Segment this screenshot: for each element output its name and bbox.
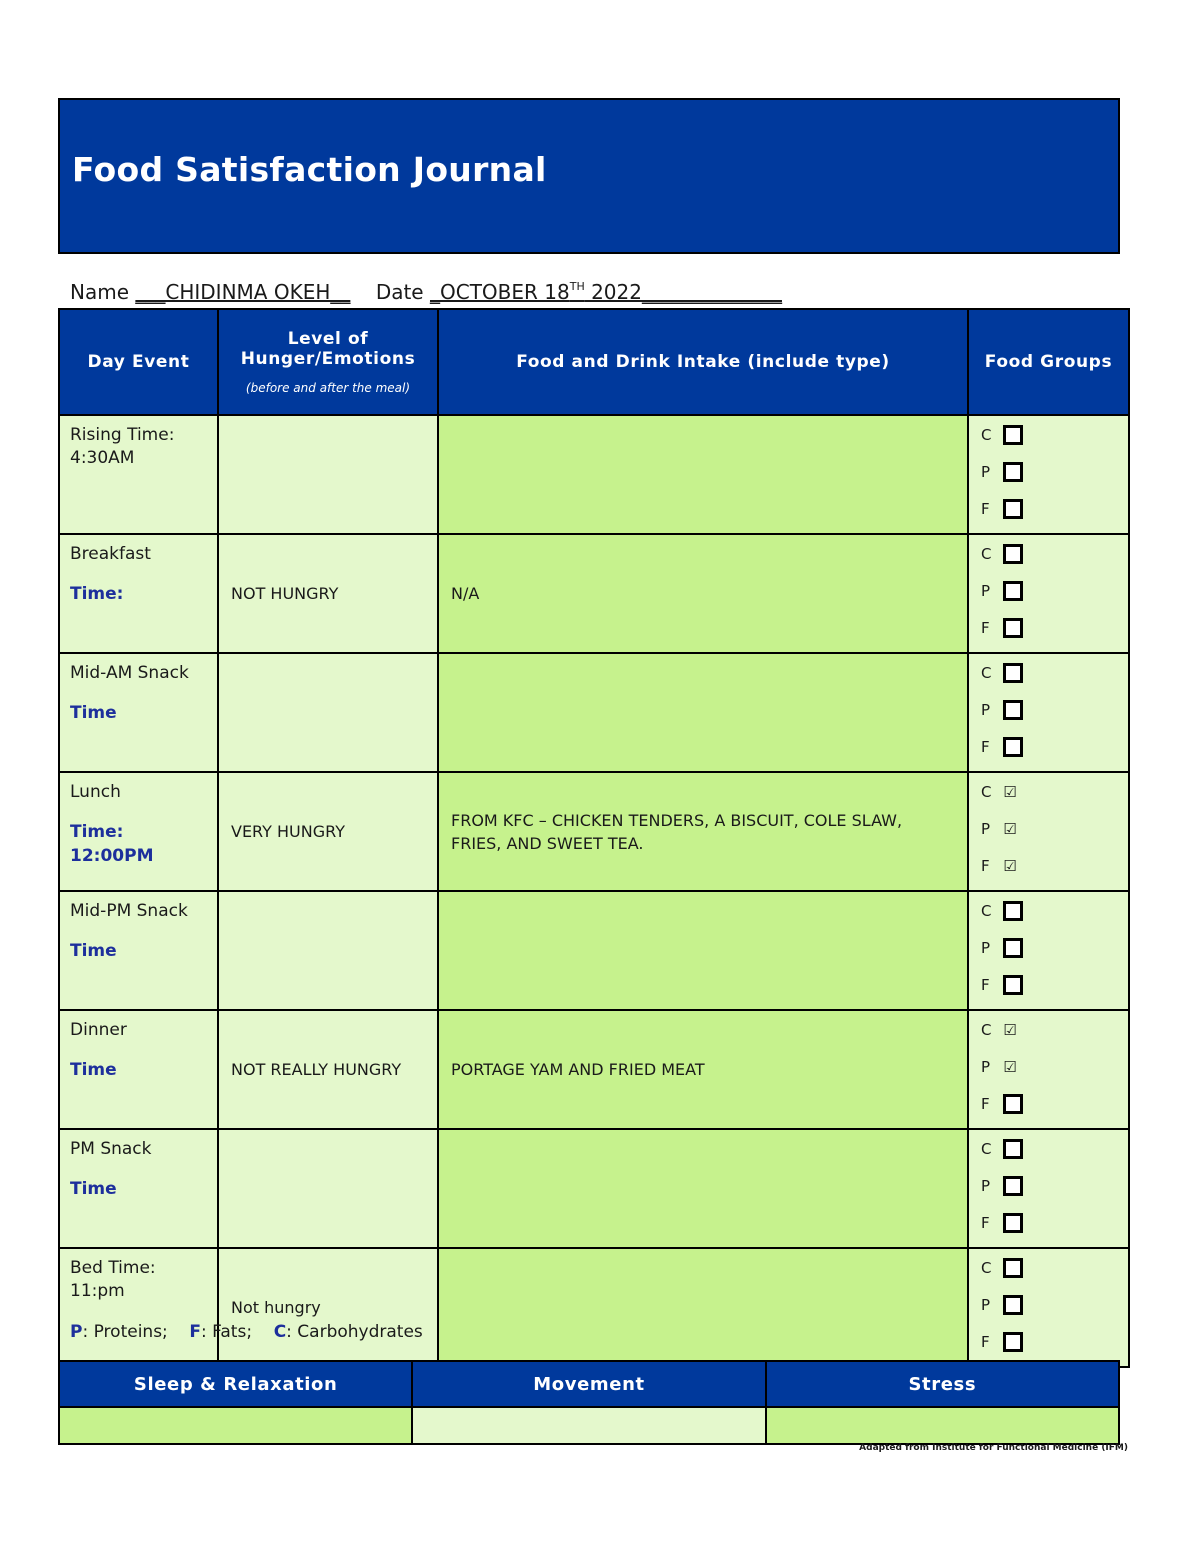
food-group-option — [969, 654, 1128, 691]
food-groups-cell — [968, 653, 1129, 772]
checkbox-icon[interactable] — [1003, 544, 1023, 564]
checkbox-icon[interactable] — [1003, 499, 1023, 519]
food-group-letter: P — [981, 581, 991, 600]
movement-cell[interactable] — [412, 1407, 765, 1444]
food-groups-cell — [968, 1248, 1129, 1367]
header-day-event: Day Event — [59, 309, 218, 415]
hunger-cell[interactable] — [218, 415, 438, 534]
name-label: Name — [70, 280, 130, 304]
table-row — [59, 534, 1129, 653]
table-row — [59, 1010, 1129, 1129]
date-value[interactable]: _OCTOBER 18TH 2022______________ — [429, 280, 782, 304]
food-group-letter: F — [981, 499, 990, 518]
journal-table — [58, 308, 1130, 1368]
day-event-cell — [59, 653, 218, 772]
hunger-cell[interactable] — [218, 1248, 438, 1367]
food-group-letter: C — [981, 1258, 992, 1277]
food-group-option — [969, 1011, 1128, 1048]
header-sleep: Sleep & Relaxation — [59, 1361, 412, 1407]
food-group-letter: C — [981, 1020, 992, 1039]
time-value: 12:00PM — [70, 846, 154, 866]
food-group-letter: C — [981, 782, 992, 801]
event-label: Mid-AM Snack — [70, 663, 189, 683]
checkbox-icon[interactable] — [1003, 462, 1023, 482]
food-groups-cell — [968, 534, 1129, 653]
food-group-option — [969, 966, 1128, 1003]
day-event-cell — [59, 1129, 218, 1248]
intake-text: N/A — [451, 584, 480, 603]
header-hunger: Level of Hunger/Emotions (before and after the meal) — [218, 309, 438, 415]
header-food-groups: Food Groups — [968, 309, 1129, 415]
food-group-option — [969, 1048, 1128, 1085]
food-group-option — [969, 535, 1128, 572]
hunger-cell[interactable] — [218, 534, 438, 653]
intake-text: PORTAGE YAM AND FRIED MEAT — [451, 1060, 705, 1079]
checked-box-icon[interactable]: ☑ — [1003, 1057, 1017, 1076]
event-label: Bed Time: — [70, 1258, 156, 1278]
intake-cell[interactable] — [438, 534, 968, 653]
food-group-option — [969, 773, 1128, 810]
food-group-letter: P — [981, 700, 991, 719]
checkbox-icon[interactable] — [1003, 975, 1023, 995]
food-group-option — [969, 847, 1128, 884]
day-event-cell — [59, 534, 218, 653]
time-label: Time — [70, 1179, 117, 1199]
header-intake: Food and Drink Intake (include type) — [438, 309, 968, 415]
day-event-cell — [59, 772, 218, 891]
food-groups-cell — [968, 1129, 1129, 1248]
checkbox-icon[interactable] — [1003, 425, 1023, 445]
name-date-line — [70, 280, 782, 304]
food-group-letter: F — [981, 737, 990, 756]
checkbox-icon[interactable] — [1003, 663, 1023, 683]
checkbox-icon[interactable] — [1003, 618, 1023, 638]
event-label: Lunch — [70, 782, 121, 802]
wellness-table — [58, 1360, 1120, 1445]
event-time-value: 11:pm — [70, 1281, 125, 1301]
credit-note: Adapted from Institute for Functional Medicine (IFM) — [859, 1443, 1128, 1453]
food-group-option — [969, 728, 1128, 765]
food-group-option — [969, 929, 1128, 966]
checkbox-icon[interactable] — [1003, 1332, 1023, 1352]
checked-box-icon[interactable]: ☑ — [1003, 856, 1017, 875]
food-group-letter: P — [981, 1176, 991, 1195]
checkbox-icon[interactable] — [1003, 901, 1023, 921]
event-label: Mid-PM Snack — [70, 901, 188, 921]
time-label: Time: — [70, 822, 124, 842]
food-group-letter: F — [981, 618, 990, 637]
food-group-letter: C — [981, 901, 992, 920]
checkbox-icon[interactable] — [1003, 1139, 1023, 1159]
food-group-letter: P — [981, 819, 991, 838]
food-group-option — [969, 1167, 1128, 1204]
checked-box-icon[interactable]: ☑ — [1003, 819, 1017, 838]
header-movement: Movement — [412, 1361, 765, 1407]
day-event-cell — [59, 1010, 218, 1129]
food-group-option — [969, 691, 1128, 728]
checkbox-icon[interactable] — [1003, 938, 1023, 958]
sleep-cell[interactable] — [59, 1407, 412, 1444]
food-group-option — [969, 1323, 1128, 1360]
event-label: PM Snack — [70, 1139, 152, 1159]
intake-cell[interactable] — [438, 1010, 968, 1129]
intake-cell[interactable] — [438, 891, 968, 1010]
food-groups-cell — [968, 891, 1129, 1010]
hunger-cell[interactable] — [218, 891, 438, 1010]
day-event-cell — [59, 415, 218, 534]
table-row — [59, 653, 1129, 772]
checkbox-icon[interactable] — [1003, 1258, 1023, 1278]
intake-cell[interactable] — [438, 415, 968, 534]
hunger-text: Not hungry — [231, 1298, 321, 1317]
food-group-letter: F — [981, 856, 990, 875]
food-groups-cell — [968, 1010, 1129, 1129]
checkbox-icon[interactable] — [1003, 1213, 1023, 1233]
food-group-option — [969, 1286, 1128, 1323]
food-group-option — [969, 572, 1128, 609]
food-group-option — [969, 609, 1128, 646]
checkbox-icon[interactable] — [1003, 1094, 1023, 1114]
food-group-letter: F — [981, 1213, 990, 1232]
hunger-cell[interactable] — [218, 1129, 438, 1248]
intake-cell[interactable] — [438, 653, 968, 772]
checkbox-icon[interactable] — [1003, 700, 1023, 720]
header-stress: Stress — [766, 1361, 1119, 1407]
event-label: Rising Time: — [70, 425, 175, 445]
event-label: Breakfast — [70, 544, 151, 564]
food-group-option — [969, 1085, 1128, 1122]
checked-box-icon[interactable]: ☑ — [1003, 1020, 1017, 1039]
food-group-option — [969, 1130, 1128, 1167]
food-group-letter: C — [981, 544, 992, 563]
food-group-letter: P — [981, 462, 991, 481]
page-title: Food Satisfaction Journal — [72, 150, 547, 189]
intake-cell[interactable] — [438, 1248, 968, 1367]
time-label: Time — [70, 941, 117, 961]
food-group-letter: F — [981, 1094, 990, 1113]
checkbox-icon[interactable] — [1003, 1295, 1023, 1315]
title-banner — [58, 98, 1120, 254]
food-groups-cell — [968, 772, 1129, 891]
food-group-option — [969, 1204, 1128, 1241]
table-row — [59, 1129, 1129, 1248]
food-group-letter: P — [981, 1295, 991, 1314]
day-event-cell — [59, 891, 218, 1010]
checkbox-icon[interactable] — [1003, 737, 1023, 757]
food-group-option — [969, 490, 1128, 527]
food-group-option — [969, 416, 1128, 453]
time-label: Time — [70, 703, 117, 723]
food-group-option — [969, 892, 1128, 929]
food-group-letter: P — [981, 938, 991, 957]
event-time-value: 4:30AM — [70, 448, 135, 468]
food-group-letter: C — [981, 1139, 992, 1158]
stress-cell[interactable] — [766, 1407, 1119, 1444]
food-group-option — [969, 810, 1128, 847]
header-hunger-note: (before and after the meal) — [245, 381, 411, 395]
food-groups-cell — [968, 415, 1129, 534]
date-label: Date — [375, 280, 424, 304]
hunger-text: VERY HUNGRY — [231, 822, 345, 841]
table-row — [59, 772, 1129, 891]
day-event-cell — [59, 1248, 218, 1367]
hunger-text: NOT REALLY HUNGRY — [231, 1060, 402, 1079]
food-group-letter: F — [981, 975, 990, 994]
table-row — [59, 1248, 1129, 1367]
table-row — [59, 891, 1129, 1010]
hunger-cell[interactable] — [218, 1010, 438, 1129]
time-label: Time: — [70, 584, 124, 604]
food-group-option — [969, 1249, 1128, 1286]
food-group-option — [969, 453, 1128, 490]
event-label: Dinner — [70, 1020, 127, 1040]
hunger-text: NOT HUNGRY — [231, 584, 339, 603]
time-label: Time — [70, 1060, 117, 1080]
hunger-cell[interactable] — [218, 772, 438, 891]
name-value[interactable]: ___CHIDINMA OKEH__ — [135, 280, 351, 304]
hunger-cell[interactable] — [218, 653, 438, 772]
intake-cell[interactable] — [438, 1129, 968, 1248]
food-group-legend: P: Proteins; F: Fats; C: Carbohydrates — [70, 1322, 423, 1342]
food-group-letter: C — [981, 663, 992, 682]
food-group-letter: P — [981, 1057, 991, 1076]
food-group-letter: F — [981, 1332, 990, 1351]
table-row — [59, 415, 1129, 534]
intake-text: FROM KFC – CHICKEN TENDERS, A BISCUIT, COLE SLAW, FRIES, AND SWEET TEA. — [451, 810, 903, 853]
checked-box-icon[interactable]: ☑ — [1003, 782, 1017, 801]
intake-cell[interactable] — [438, 772, 968, 891]
food-group-letter: C — [981, 425, 992, 444]
checkbox-icon[interactable] — [1003, 1176, 1023, 1196]
checkbox-icon[interactable] — [1003, 581, 1023, 601]
